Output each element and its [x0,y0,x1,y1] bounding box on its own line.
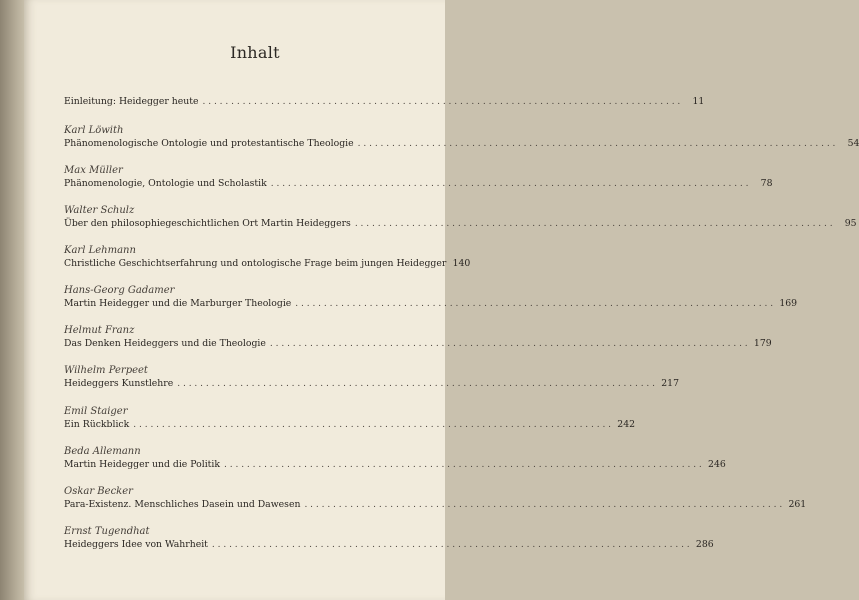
toc-row [64,498,807,512]
toc-row [64,217,857,231]
entry-title: Para-Existenz. Menschliches Dasein und Dawesen [64,499,301,510]
entry-title: Heideggers Kunstlehre [64,378,174,389]
toc-row [64,95,705,109]
entry-author: Helmut Franz [64,325,135,336]
leader-dots [304,498,782,512]
entry-title: Christliche Geschichtserfahrung und ontologische Frage beim jungen Heidegger [64,258,447,269]
leader-dots [212,538,690,552]
toc-entry [64,204,857,231]
entry-author: Wilhelm Perpeet [64,365,148,376]
toc-row [64,257,471,271]
entry-author: Max Müller [64,165,123,176]
leader-dots [358,137,836,151]
entry-author: Emil Staiger [64,406,128,417]
toc-row [64,418,636,432]
toc-row [64,137,859,151]
toc-entry [64,324,772,351]
entry-author: Hans-Georg Gadamer [64,285,175,296]
entry-author: Beda Allemann [64,446,141,457]
page-number: 54 [847,138,859,149]
page-number: 286 [695,539,714,550]
toc-entry [64,485,807,512]
entry-title: Einleitung: Heidegger heute [64,96,199,107]
toc-entry [64,95,705,109]
leader-dots [271,177,749,191]
entry-author: Walter Schulz [64,205,135,216]
leader-dots [203,95,681,109]
toc-row [64,177,773,191]
leader-dots [224,458,702,472]
entry-title: Martin Heidegger und die Politik [64,459,221,470]
leader-dots [177,377,655,391]
toc-entry [64,364,680,391]
page-number: 261 [788,499,807,510]
page-number: 242 [617,419,636,430]
entry-author: Oskar Becker [64,486,133,497]
page-number: 11 [692,96,705,107]
page-number: 95 [844,218,857,229]
entry-title: Das Denken Heideggers und die Theologie [64,338,266,349]
leader-dots [355,217,833,231]
page-title: Inhalt [230,43,280,62]
toc-row [64,297,798,311]
leader-dots [270,337,748,351]
entry-author: Karl Löwith [64,125,124,136]
toc-row [64,377,680,391]
toc-entry [64,405,636,432]
entry-title: Phänomenologie, Ontologie und Scholastik [64,178,267,189]
entry-author: Karl Lehmann [64,245,136,256]
toc-row [64,538,714,552]
entry-title: Ein Rückblick [64,419,130,430]
page-number: 179 [753,338,772,349]
entry-title: Heideggers Idee von Wahrheit [64,539,208,550]
entry-title: Martin Heidegger und die Marburger Theologie [64,298,292,309]
toc-entry [64,525,714,552]
toc-row [64,458,726,472]
toc-entry [64,164,773,191]
leader-dots [133,418,611,432]
entry-title: Phänomenologische Ontologie und protestantische Theologie [64,138,354,149]
toc-entry [64,284,798,311]
page-number: 78 [760,178,773,189]
entry-title: Über den philosophiegeschichtlichen Ort Martin Heideggers [64,218,351,229]
page-number: 169 [779,298,798,309]
entry-author: Ernst Tugendhat [64,526,150,537]
toc-entry [64,124,859,151]
toc-row [64,337,772,351]
page-number: 140 [452,258,471,269]
page-number: 246 [708,459,726,470]
toc-entry [64,445,726,472]
page-number: 217 [661,378,680,389]
toc-entry [64,244,471,271]
leader-dots [295,297,773,311]
book-page [24,0,859,600]
